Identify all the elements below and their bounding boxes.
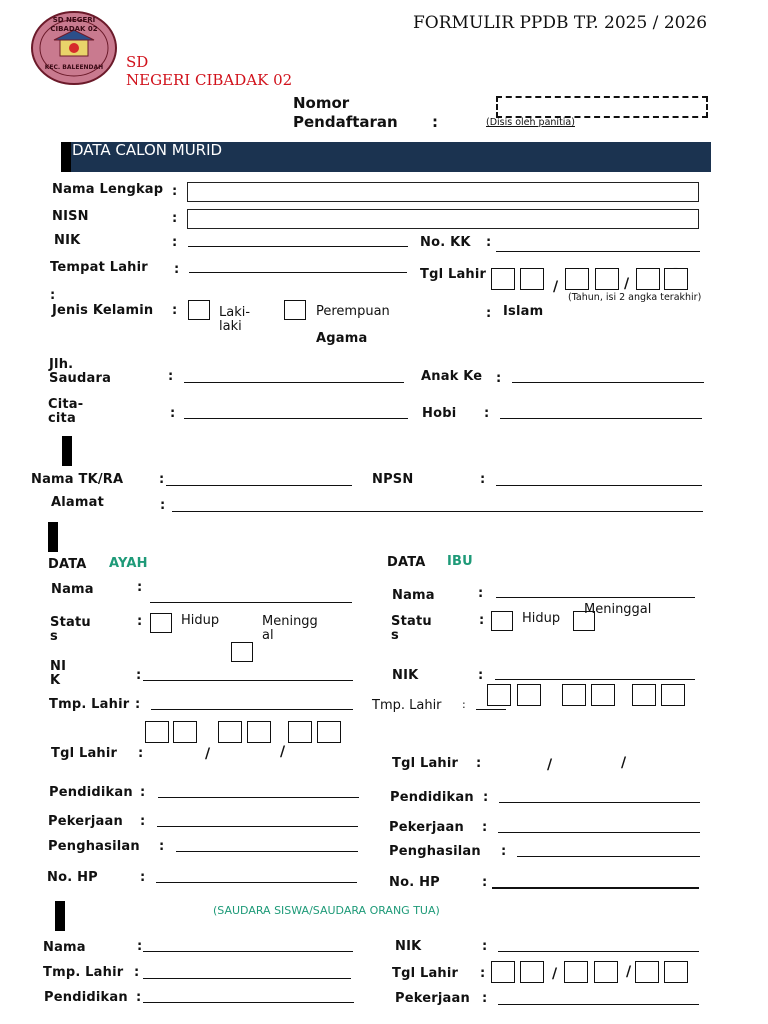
registration-note: (Disis oleh panitia): [486, 117, 575, 128]
label-laki-2: laki: [219, 319, 242, 334]
colon: :: [462, 698, 466, 711]
ayah-tgl-digit-2[interactable]: [173, 721, 197, 743]
ayah-label-tmp-lahir: Tmp. Lahir: [49, 697, 130, 712]
ibu-label-hidup: Hidup: [522, 611, 561, 626]
ibu-nama-input[interactable]: [496, 597, 695, 598]
ibu-tgl-digit-4[interactable]: [591, 684, 615, 706]
colon: :: [172, 303, 178, 318]
nama-lengkap-input[interactable]: [187, 182, 699, 202]
wali-tgl-digit-4[interactable]: [594, 961, 618, 983]
label-jenis-kelamin: Jenis Kelamin: [52, 303, 154, 318]
label-perempuan: Perempuan: [316, 304, 390, 319]
wali-tgl-digit-5[interactable]: [635, 961, 659, 983]
tgl-lahir-digit-4[interactable]: [595, 268, 619, 290]
wali-tgl-digit-1[interactable]: [491, 961, 515, 983]
ayah-label-nik-2: K: [50, 673, 61, 688]
ibu-hidup-checkbox[interactable]: [491, 611, 513, 631]
colon: :: [172, 184, 178, 199]
ibu-label-pendidikan: Pendidikan: [390, 790, 474, 805]
ayah-tgl-digit-6[interactable]: [317, 721, 341, 743]
section-marker: [55, 901, 65, 931]
wali-pekerjaan-input[interactable]: [498, 1004, 699, 1005]
section-title-murid: DATA CALON MURID: [72, 141, 223, 159]
ibu-tgl-digit-6[interactable]: [661, 684, 685, 706]
colon: :: [501, 844, 507, 859]
ayah-label-no-hp: No. HP: [47, 870, 98, 885]
colon: :: [486, 235, 492, 250]
ibu-tgl-digit-5[interactable]: [632, 684, 656, 706]
ibu-label-nik: NIK: [392, 668, 419, 683]
alamat-input[interactable]: [172, 511, 703, 512]
colon: :: [483, 790, 489, 805]
perempuan-checkbox[interactable]: [284, 300, 306, 320]
ayah-title-word: DATA: [48, 557, 87, 572]
ayah-label-nama: Nama: [51, 582, 94, 597]
colon: :: [50, 288, 56, 303]
ibu-label-penghasilan: Penghasilan: [389, 844, 481, 859]
colon: :: [136, 668, 142, 683]
ayah-title-accent: AYAH: [109, 556, 148, 571]
tgl-lahir-digit-1[interactable]: [491, 268, 515, 290]
ayah-tmp-lahir-input[interactable]: [151, 709, 353, 710]
jlh-saudara-input[interactable]: [184, 382, 404, 383]
ayah-label-meninggal-2: al: [262, 628, 274, 643]
ibu-pendidikan-input[interactable]: [499, 802, 700, 803]
label-tempat-lahir: Tempat Lahir: [50, 260, 148, 275]
label-alamat: Alamat: [51, 495, 105, 510]
label-nisn: NISN: [52, 209, 89, 224]
colon: :: [138, 746, 144, 761]
colon: :: [140, 814, 146, 829]
colon: :: [482, 820, 488, 835]
colon: :: [496, 371, 502, 386]
ibu-label-meninggal: Meninggal: [584, 602, 652, 617]
colon: :: [135, 697, 141, 712]
ibu-nik-input[interactable]: [495, 679, 695, 680]
ayah-label-status-2: s: [50, 629, 58, 644]
wali-label-pendidikan: Pendidikan: [44, 990, 128, 1005]
wali-label-pekerjaan: Pekerjaan: [395, 991, 470, 1006]
hobi-input[interactable]: [500, 418, 702, 419]
colon: :: [134, 965, 140, 980]
label-hobi: Hobi: [422, 406, 457, 421]
date-separator: /: [621, 755, 627, 771]
ayah-tgl-digit-3[interactable]: [218, 721, 242, 743]
ayah-hidup-checkbox[interactable]: [150, 613, 172, 633]
date-separator: /: [547, 757, 553, 773]
label-cita-1: Cita-: [48, 397, 84, 412]
school-name-line2: NEGERI CIBADAK 02: [126, 71, 293, 89]
tgl-lahir-digit-2[interactable]: [520, 268, 544, 290]
tgl-lahir-digit-3[interactable]: [565, 268, 589, 290]
colon: :: [480, 966, 486, 981]
colon: :: [168, 369, 174, 384]
colon: :: [136, 990, 142, 1005]
logo-text-bottom: KEC. BALEENDAH: [44, 64, 104, 71]
label-nama-tk: Nama TK/RA: [31, 472, 124, 487]
date-separator: /: [624, 276, 630, 292]
section-marker: [61, 142, 71, 172]
label-anak-ke: Anak Ke: [421, 369, 483, 384]
colon: :: [482, 875, 488, 890]
ibu-label-tmp-lahir: Tmp. Lahir: [372, 698, 442, 713]
ibu-tgl-digit-1[interactable]: [487, 684, 511, 706]
nisn-input[interactable]: [187, 209, 699, 229]
wali-tgl-digit-3[interactable]: [564, 961, 588, 983]
section-marker: [48, 522, 58, 552]
wali-nik-input[interactable]: [498, 951, 699, 952]
ibu-tgl-digit-2[interactable]: [517, 684, 541, 706]
ayah-tgl-digit-4[interactable]: [247, 721, 271, 743]
ibu-label-status-1: Statu: [391, 614, 432, 629]
colon: :: [479, 613, 485, 628]
wali-pendidikan-input[interactable]: [143, 1002, 354, 1003]
agama-value: Islam: [503, 304, 544, 319]
wali-label-nik: NIK: [395, 939, 422, 954]
colon: :: [160, 498, 166, 513]
ayah-label-tgl-lahir: Tgl Lahir: [51, 746, 118, 761]
colon: :: [476, 756, 482, 771]
wali-label-tmp-lahir: Tmp. Lahir: [43, 965, 124, 980]
ibu-label-tgl-lahir: Tgl Lahir: [392, 756, 459, 771]
ibu-title-word: DATA: [387, 555, 426, 570]
ayah-label-pekerjaan: Pekerjaan: [48, 814, 123, 829]
ayah-label-nik-1: NI: [50, 659, 67, 674]
nama-tk-input[interactable]: [166, 485, 352, 486]
ayah-label-hidup: Hidup: [181, 613, 220, 628]
registration-number-field[interactable]: [496, 96, 708, 118]
colon: :: [137, 614, 143, 629]
section-marker: [62, 436, 72, 466]
ayah-nama-input[interactable]: [150, 602, 352, 603]
colon: :: [482, 939, 488, 954]
wali-label-nama: Nama: [43, 940, 86, 955]
ibu-tgl-digit-3[interactable]: [562, 684, 586, 706]
ibu-tmp-lahir-input[interactable]: [476, 709, 506, 710]
ayah-pendidikan-input[interactable]: [158, 797, 359, 798]
colon: :: [140, 870, 146, 885]
wali-nama-input[interactable]: [143, 951, 353, 952]
ibu-title-accent: IBU: [447, 554, 473, 569]
no-kk-input[interactable]: [496, 251, 700, 252]
ibu-label-nama: Nama: [392, 588, 435, 603]
label-jlh-saudara-1: Jlh.: [49, 357, 74, 372]
colon: :: [140, 785, 146, 800]
ayah-meninggal-checkbox[interactable]: [231, 642, 253, 662]
nik-input[interactable]: [188, 246, 408, 247]
school-name-line1: SD: [126, 53, 149, 71]
colon: :: [172, 211, 178, 226]
label-agama: Agama: [316, 331, 368, 346]
colon: :: [486, 306, 492, 321]
ayah-label-pendidikan: Pendidikan: [49, 785, 133, 800]
ibu-pekerjaan-input[interactable]: [498, 832, 700, 833]
label-cita-2: cita: [48, 411, 76, 426]
wali-tgl-digit-6[interactable]: [664, 961, 688, 983]
tempat-lahir-input[interactable]: [189, 272, 407, 273]
date-separator: /: [626, 964, 632, 980]
dash-mark: –: [673, 263, 678, 274]
wali-subtitle: (SAUDARA SISWA/SAUDARA ORANG TUA): [213, 904, 440, 917]
wali-tmp-lahir-input[interactable]: [143, 978, 351, 979]
registration-colon: :: [432, 113, 438, 131]
colon: :: [174, 262, 180, 277]
ayah-nik-input[interactable]: [143, 680, 353, 681]
colon: :: [478, 586, 484, 601]
colon: :: [159, 839, 165, 854]
label-npsn: NPSN: [372, 472, 414, 487]
colon: :: [480, 472, 486, 487]
ayah-no-hp-input[interactable]: [156, 882, 357, 883]
cita-cita-input[interactable]: [184, 418, 408, 419]
label-tgl-lahir: Tgl Lahir: [420, 267, 487, 282]
tgl-lahir-digit-5[interactable]: [636, 268, 660, 290]
ibu-penghasilan-input[interactable]: [517, 856, 700, 857]
logo-text-top: SD NEGERI CIBADAK 02: [50, 16, 98, 33]
ibu-no-hp-input[interactable]: [492, 887, 699, 889]
colon: :: [137, 939, 143, 954]
ibu-label-pekerjaan: Pekerjaan: [389, 820, 464, 835]
ibu-label-status-2: s: [391, 628, 399, 643]
ayah-pekerjaan-input[interactable]: [157, 826, 358, 827]
wali-label-tgl-lahir: Tgl Lahir: [392, 966, 459, 981]
date-separator: /: [280, 744, 286, 760]
tgl-lahir-note: (Tahun, isi 2 angka terakhir): [568, 292, 702, 303]
ayah-label-status-1: Statu: [50, 615, 91, 630]
ayah-tgl-digit-1[interactable]: [145, 721, 169, 743]
date-separator: /: [553, 279, 559, 295]
colon: :: [170, 406, 176, 421]
label-jlh-saudara-2: Saudara: [49, 371, 112, 386]
form-title: FORMULIR PPDB TP. 2025 / 2026: [413, 13, 708, 33]
date-separator: /: [552, 966, 558, 982]
ayah-label-meninggal-1: Meningg: [262, 614, 318, 629]
ayah-label-penghasilan: Penghasilan: [48, 839, 140, 854]
label-nik: NIK: [54, 233, 81, 248]
ibu-label-no-hp: No. HP: [389, 875, 440, 890]
laki-laki-checkbox[interactable]: [188, 300, 210, 320]
colon: :: [478, 668, 484, 683]
ayah-tgl-digit-5[interactable]: [288, 721, 312, 743]
label-laki-1: Laki-: [219, 305, 251, 320]
registration-label-1: Nomor: [293, 94, 350, 112]
wali-tgl-digit-2[interactable]: [520, 961, 544, 983]
anak-ke-input[interactable]: [512, 382, 704, 383]
npsn-input[interactable]: [496, 485, 702, 486]
colon: :: [172, 235, 178, 250]
label-no-kk: No. KK: [420, 235, 471, 250]
colon: :: [484, 406, 490, 421]
date-separator: /: [205, 746, 211, 762]
colon: :: [137, 580, 143, 595]
label-nama-lengkap: Nama Lengkap: [52, 182, 164, 197]
colon: :: [159, 472, 165, 487]
colon: :: [482, 991, 488, 1006]
registration-label-2: Pendaftaran: [293, 113, 398, 131]
ayah-penghasilan-input[interactable]: [176, 851, 358, 852]
